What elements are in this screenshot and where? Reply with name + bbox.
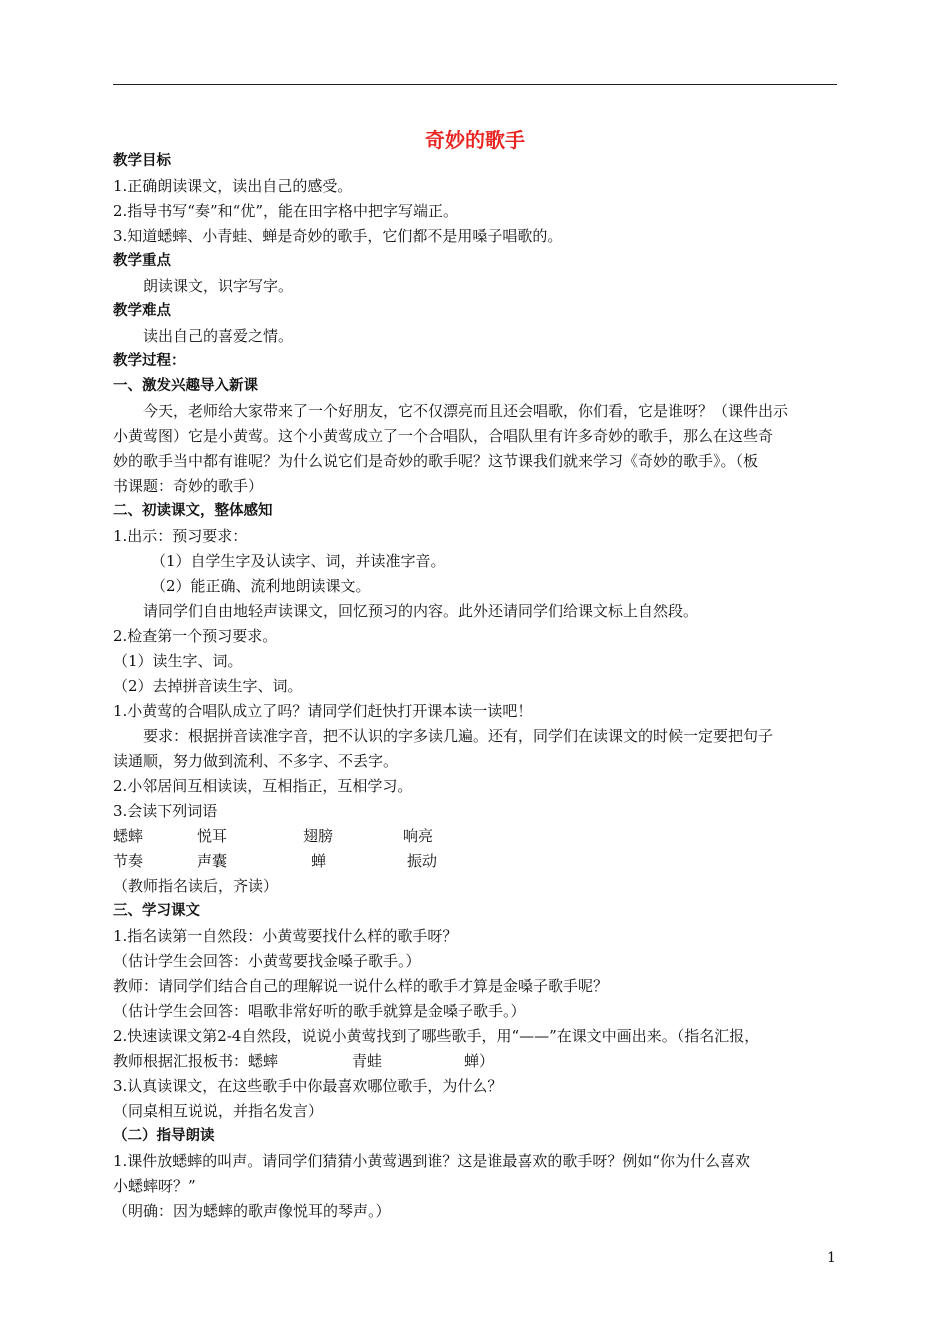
- board-line: [113, 1049, 843, 1074]
- vocab-word: 蝉: [311, 852, 327, 870]
- paragraph-line: 1.指名读第一自然段：小黄莺要找什么样的歌手呀？: [113, 927, 458, 945]
- paragraph-line: （教师指名读后，齐读）: [113, 877, 279, 895]
- paragraph-line: 1.出示：预习要求：: [113, 527, 248, 545]
- board-word: 青蛙: [352, 1052, 383, 1070]
- section-heading: （二）指导朗读: [113, 1128, 215, 1144]
- paragraph-line: 3.会读下列词语: [113, 802, 218, 820]
- paragraph-line: 小黄莺图）它是小黄莺。这个小黄莺成立了一个合唱队，合唱队里有许多奇妙的歌手，那么在这些奇: [113, 427, 774, 445]
- paragraph-line: （2）去掉拼音读生字、词。: [113, 677, 303, 695]
- paragraph-line: 2.快速读课文第2-4自然段，说说小黄莺找到了哪些歌手，用“——”在课文中画出来。（指名汇报，: [113, 1027, 760, 1045]
- vocab-word: 节奏: [113, 852, 144, 870]
- vocab-word: 翅膀: [303, 827, 334, 845]
- paragraph-line: 3.认真读课文，在这些歌手中你最喜欢哪位歌手，为什么？: [113, 1077, 503, 1095]
- paragraph-line: （1）自学生字及认读字、词，并读准字音。: [151, 552, 446, 570]
- vocab-word: 蟋蟀: [113, 827, 144, 845]
- vocab-word: 响亮: [403, 827, 434, 845]
- page-title: 奇妙的歌手: [425, 128, 525, 152]
- paragraph-line: （1）读生字、词。: [113, 652, 243, 670]
- document-body: [113, 149, 843, 1224]
- paragraph-line: 小蟋蟀呀？”: [113, 1177, 196, 1195]
- paragraph-line: （估计学生会回答：小黄莺要找金嗓子歌手。）: [113, 952, 421, 970]
- paragraph-line: 2.检查第一个预习要求。: [113, 627, 278, 645]
- paragraph-line: 读出自己的喜爱之情。: [143, 327, 294, 345]
- paragraph-line: 妙的歌手当中都有谁呢？为什么说它们是奇妙的歌手呢？这节课我们就来学习《奇妙的歌手》。（板: [113, 452, 759, 470]
- paragraph-line: 1.课件放蟋蟀的叫声。请同学们猜猜小黄莺遇到谁？这是谁最喜欢的歌手呀？例如“你为什么喜欢: [113, 1152, 750, 1170]
- section-heading: 教学过程：: [113, 353, 186, 369]
- paragraph-line: 读通顺，努力做到流利、不多字、不丢字。: [113, 752, 399, 770]
- paragraph-line: （明确：因为蟋蟀的歌声像悦耳的琴声。）: [113, 1202, 391, 1220]
- paragraph-line: 2.指导书写“奏”和“优”，能在田字格中把字写端正。: [113, 202, 458, 220]
- paragraph-line: 书课题：奇妙的歌手）: [113, 477, 264, 495]
- vocab-row: [113, 849, 843, 874]
- paragraph-line: （同桌相互说说，并指名发言）: [113, 1102, 324, 1120]
- vocab-word: 振动: [407, 852, 438, 870]
- board-prefix: 教师根据汇报板书：: [113, 1052, 249, 1070]
- section-heading: 一、激发兴趣导入新课: [113, 378, 258, 394]
- paragraph-line: 今天，老师给大家带来了一个好朋友，它不仅漂亮而且还会唱歌，你们看，它是谁呀？（课件出示: [143, 402, 789, 420]
- paragraph-line: 要求：根据拼音读准字音，把不认识的字多读几遍。还有，同学们在读课文的时候一定要把句子: [143, 727, 774, 745]
- section-heading: 二、初读课文，整体感知: [113, 503, 273, 519]
- paragraph-line: 朗读课文，识字写字。: [143, 277, 294, 295]
- paragraph-line: （估计学生会回答：唱歌非常好听的歌手就算是金嗓子歌手。）: [113, 1002, 526, 1020]
- page-number: 1: [827, 1250, 836, 1266]
- vocab-word: 悦耳: [197, 827, 228, 845]
- paragraph-line: 3.知道蟋蟀、小青蛙、蝉是奇妙的歌手，它们都不是用嗓子唱歌的。: [113, 227, 563, 245]
- paragraph-line: 1.小黄莺的合唱队成立了吗？请同学们赶快打开课本读一读吧！: [113, 702, 533, 720]
- paragraph-line: 1.正确朗读课文，读出自己的感受。: [113, 177, 353, 195]
- board-word: 蝉）: [464, 1052, 495, 1070]
- paragraph-line: （2）能正确、流利地朗读课文。: [151, 577, 371, 595]
- paragraph-line: 请同学们自由地轻声读课文，回忆预习的内容。此外还请同学们给课文标上自然段。: [143, 602, 699, 620]
- paragraph-line: 教师：请同学们结合自己的理解说一说什么样的歌手才算是金嗓子歌手呢？: [113, 977, 609, 995]
- header-rule: [113, 84, 837, 85]
- vocab-row: [113, 824, 843, 849]
- board-word: 蟋蟀: [248, 1052, 279, 1070]
- section-heading: 三、学习课文: [113, 903, 200, 919]
- section-heading: 教学难点: [113, 303, 171, 319]
- paragraph-line: 2.小邻居间互相读读，互相指正，互相学习。: [113, 777, 413, 795]
- vocab-word: 声囊: [197, 852, 228, 870]
- section-heading: 教学重点: [113, 253, 171, 269]
- section-heading: 教学目标: [113, 153, 171, 169]
